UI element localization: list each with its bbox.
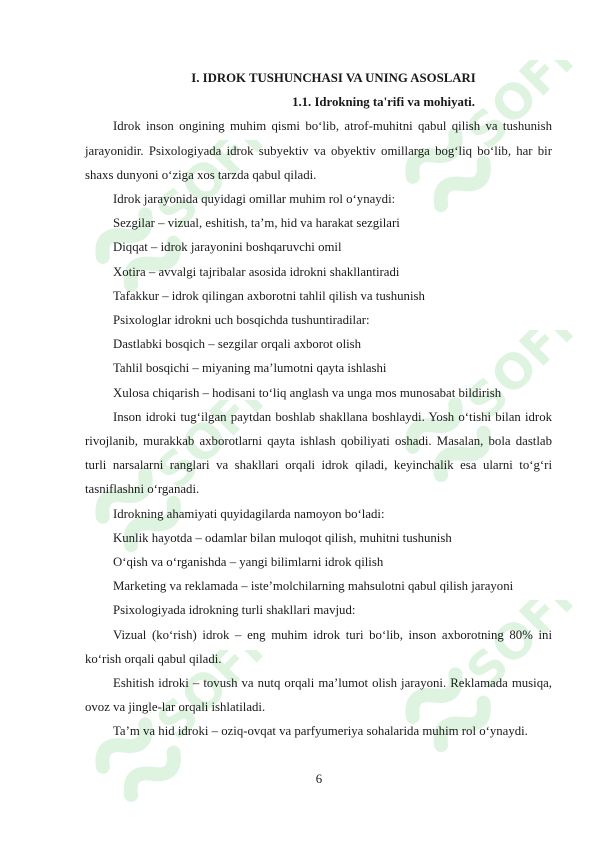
paragraph: Psixologiyada idrokning turli shakllari mavjud: [113,603,356,618]
chapter-title: I. IDROK TUSHUNCHASI VA UNING ASOSLARI [191,71,476,85]
watermark-text: SOFF [145,140,270,241]
paragraph: Idrok inson ongining muhim qismi bo‘lib, atrof-muhitni qabul qilish va tushunish jarayonidir. Psixologiyada idrok subyektiv va obyektiv omillarga bog‘liq bo‘lib, har bir shaxs dunyoni o‘ziga xos tarzda qabul qiladi. [85,119,552,182]
paragraph: Vizual (ko‘rish) idrok – eng muhim idrok turi bo‘lib, inson axborotning 80% ini ko‘rish orqali qabul qiladi. [85,627,552,666]
list-item: Kunlik hayotda – odamlar bilan muloqot qilish, muhitni tushunish [113,530,452,545]
list-item: Xotira – avvalgi tajribalar asosida idrokni shakllantiradi [113,264,400,279]
watermark-text: SOFF [145,650,270,751]
paragraph: Idrok jarayonida quyidagi omillar muhim rol o‘ynaydi: [113,192,396,207]
watermark-text: SOFF [145,400,270,501]
list-item: Xulosa chiqarish – hodisani to‘liq anglash va unga mos munosabat bildirish [113,385,502,400]
list-item: Marketing va reklamada – iste’molchilarning mahsulotni qabul qilish jarayoni [113,579,514,594]
list-item: Dastlabki bosqich – sezgilar orqali axborot olish [113,337,362,352]
paragraph: Idrokning ahamiyati quyidagilarda namoyon bo‘ladi: [113,506,385,521]
section-title: 1.1. Idrokning ta'rifi va mohiyati. [292,95,475,110]
list-item: O‘qish va o‘rganishda – yangi bilimlarni idrok qilish [113,555,384,570]
paragraph: Inson idroki tug‘ilgan paytdan boshlab shakllana boshlaydi. Yosh o‘tishi bilan idrok rivojlanib, murakkab axborotlarni qayta ishlash qobiliyati oshadi. Masalan, bola dastlab turli narsalarni ranglari va shakllari orqali idrok qiladi, keyinchalik esa ularni to‘g‘ri tasniflashni o‘rganadi. [85,409,552,497]
paragraph: Eshitish idroki – tovush va nutq orqali ma’lumot olish jarayoni. Reklamada musiqa, ovoz va jingle-lar orqali ishlatiladi. [85,676,552,715]
list-item: Tafakkur – idrok qilingan axborotni tahlil qilish va tushunish [113,288,425,303]
paragraph: Psixologlar idrokni uch bosqichda tushuntiradilar: [113,313,370,328]
watermark-text: SOFF [455,600,580,701]
list-item: Diqqat – idrok jarayonini boshqaruvchi omil [113,240,342,255]
paragraph: Ta’m va hid idroki – oziq-ovqat va parfyumeriya sohalarida muhim rol o‘ynaydi. [113,724,528,739]
list-item: Sezgilar – vizual, eshitish, ta’m, hid va harakat sezgilari [113,216,400,231]
list-item: Tahlil bosqichi – miyaning ma’lumotni qayta ishlashi [113,361,387,376]
watermark-text: SOFF [455,330,580,431]
document-body [85,66,552,744]
watermark-text: SOFF [455,60,580,161]
page-number: 6 [315,772,323,786]
